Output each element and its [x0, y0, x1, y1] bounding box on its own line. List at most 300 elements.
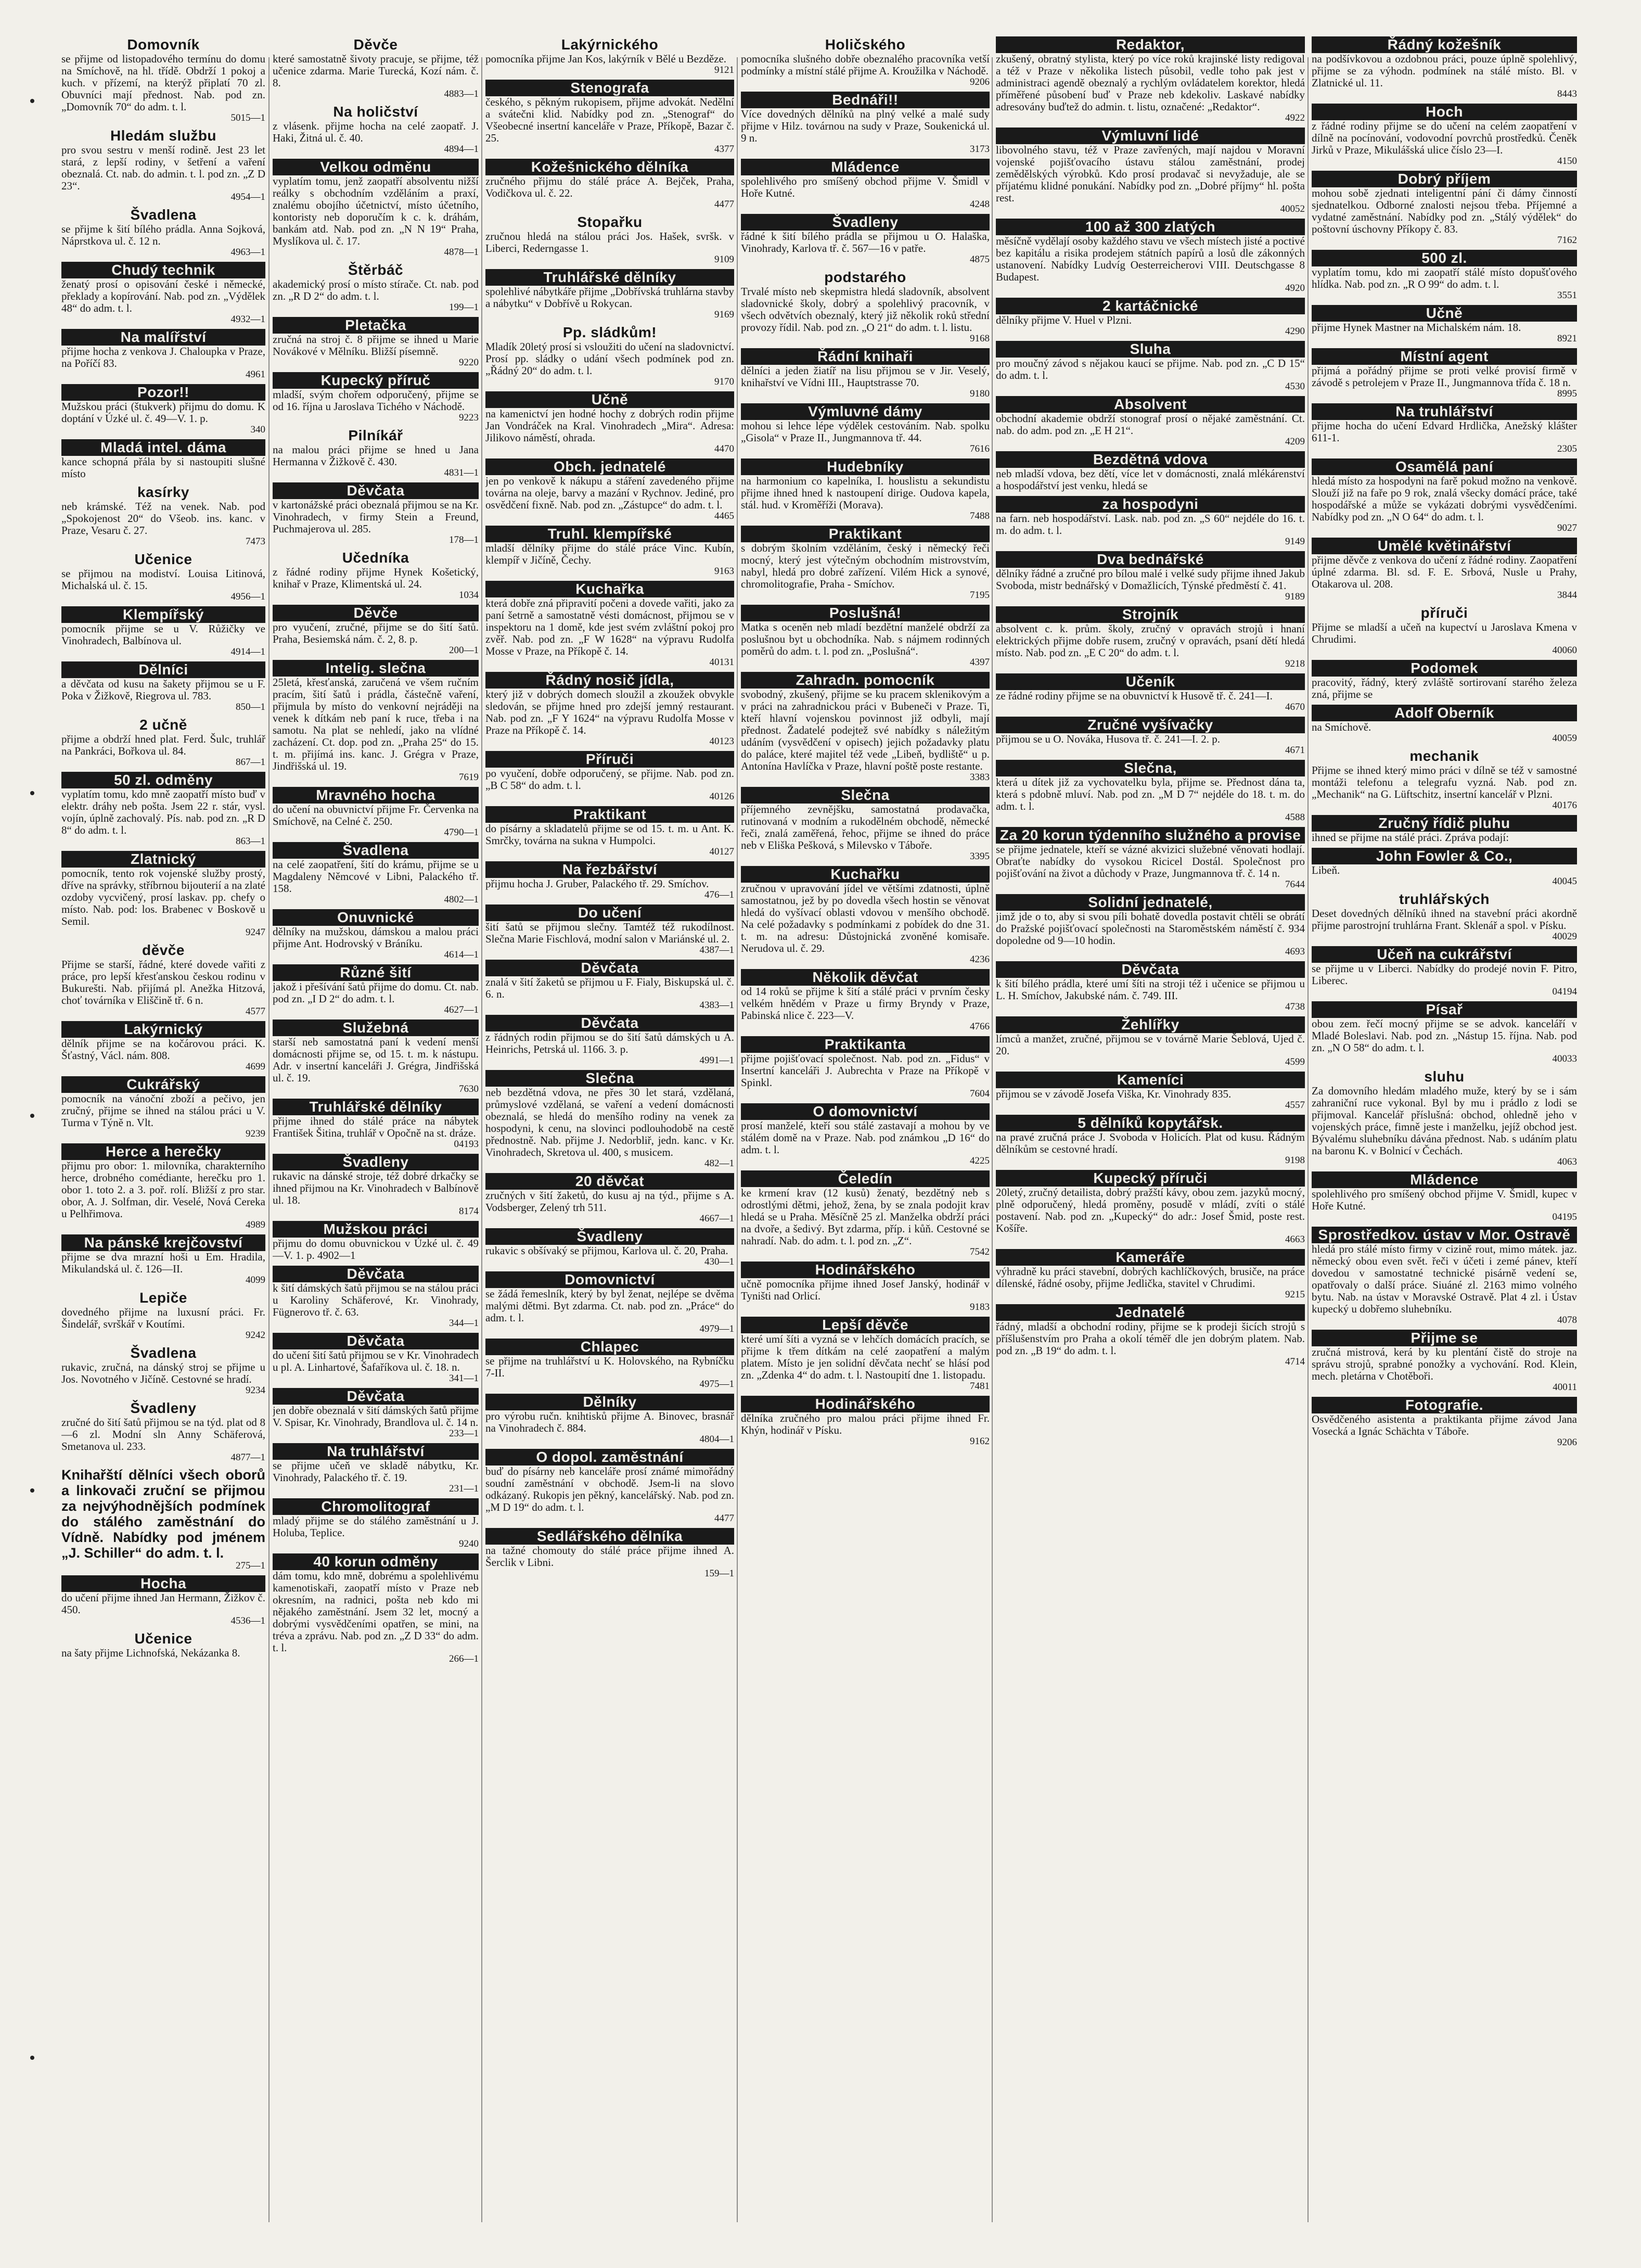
ad-body: zručného přijmu do stálé práce A. Bejček, Praha, Vodičkova ul. č. 22. — [485, 175, 734, 199]
ad-code: 40059 — [1552, 733, 1577, 744]
ad-code: 4932—1 — [230, 314, 265, 325]
column-5 — [996, 36, 1305, 2243]
ad-body: přijme ihned do stálé práce na nábytek František Šitina, truhlář v Opočně na st. dráze. — [273, 1115, 479, 1139]
classified-ad — [741, 403, 990, 454]
ad-code: 340 — [250, 424, 265, 435]
ad-heading: Děvčata — [273, 1266, 479, 1282]
ad-code: 4588 — [1285, 812, 1305, 823]
ad-body: zručná na stroj č. 8 přijme se ihned u Marie Novákové v Mělníku. Bližší písemně. — [273, 333, 479, 358]
ad-heading: kasírky — [137, 484, 190, 500]
ad-body: se přijme u v Liberci. Nabídky do prodejé novin F. Pitro, Liberec. — [1312, 962, 1577, 987]
ad-body: které samostatně šivoty pracuje, se přijme, též učenice zdarma. Marie Turecká, Kozí nám. č. 8. — [273, 53, 479, 89]
classified-ad — [61, 851, 265, 938]
ad-body: přijmu pro obor: 1. milovníka, charakterního herce, drobného comédiante, herečku pro 1. obor 1. toto 2. a 3. poř. rolí. Bližší z pro star. obor, A. J. Solfman, dir. Veselé, Nová Cereka u Pelhřimova. — [61, 1160, 265, 1220]
ad-code: 9220 — [459, 357, 479, 368]
ad-body: z vlásenk. přijme hocha na celé zaopatř. J. Haki, Žitná ul. č. 40. — [273, 120, 479, 144]
classified-ad — [741, 269, 990, 344]
ad-code: 5015—1 — [230, 112, 265, 123]
ad-heading: Pp. sládkům! — [562, 324, 657, 340]
ad-body: zručnou hledá na stálou práci Jos. Hašek, svršk. v Liberci, Rederngasse 1. — [485, 230, 734, 254]
ad-code: 9162 — [970, 1436, 990, 1447]
ad-body: vyplatím tomu, kdo mi zaopatří stálé místo dopušťového hlídka. Nab. pod zn. „R O 99“ do adm. t. l. — [1312, 266, 1577, 290]
classified-ad — [485, 269, 734, 320]
classified-ad — [61, 1345, 265, 1396]
ad-body: starší neb samostatná paní k vedení menší domácnosti přijme se, od 15. t. m. k nástupu. Adr. v insertní kanceláři J. Grégra, Jindřišská ul. č. 19. — [273, 1036, 479, 1084]
ad-code: 4663 — [1285, 1234, 1305, 1245]
ad-body: se žádá řemeslník, který by byl ženat, nejlépe se dvěma malými dětmi. Byt zdarma. Ct. nab. pod zn. „Práce“ do adm. t. l. — [485, 1288, 734, 1324]
column-3 — [485, 36, 734, 2243]
ad-heading: Praktikant — [741, 526, 990, 542]
ad-code: 4248 — [970, 199, 990, 210]
ad-body: do učení na obuvnictví přijme Fr. Červenka na Smíchově, na Celné č. 250. — [273, 803, 479, 827]
ad-heading: 100 až 300 zlatých — [996, 219, 1305, 235]
ad-body: Za domovního hledám mladého muže, který by se i sám zahraniční ruce vykonal. Byl by mu i prádlo z lodi se přijmoval. Kancelář příslušná: obchod, ohledně jeho v vojenských práce, fimně jeste i manželku, jejíž obchod jest. Bývalému sluhebníku dávána přednost. Nab. s udáním platu na baronu K. v Bolnicí v Čechách. — [1312, 1085, 1577, 1157]
ad-body: se přijme od listopadového termínu do domu na Smíchově, na hl. třídě. Obdrží 1 pokoj a kuch. v přízemí, na kterýž připlatí 70 zl. Obuvníci mají přednost. Nab. pod zn. „Domovník 70“ do adm. t. l. — [61, 53, 265, 113]
classified-ad — [1312, 1227, 1577, 1326]
ad-heading: podstarého — [824, 269, 906, 285]
ad-heading: Příruči — [485, 751, 734, 768]
classified-ad — [273, 1443, 479, 1494]
ad-heading: Švadleny — [741, 214, 990, 231]
ad-code: 4397 — [970, 657, 990, 668]
classified-ad — [996, 717, 1305, 756]
classified-ad — [485, 1015, 734, 1066]
ad-heading: Písař — [1312, 1001, 1577, 1018]
ad-body: znalá v šití žaketů se přijmou u F. Fialy, Biskupská ul. č. 6. n. — [485, 976, 734, 1000]
ad-code: 4627—1 — [444, 1004, 479, 1015]
classified-ad — [61, 207, 265, 258]
ad-code: 3383 — [970, 772, 990, 783]
ad-body: rukavic, zručná, na dánský stroj se přijme u Jos. Novotného v Jičíně. Cestovné se hradí. — [61, 1361, 265, 1385]
ad-heading: Švadlena — [130, 207, 197, 223]
ad-code: 199—1 — [449, 302, 479, 313]
column-rule — [481, 57, 482, 2222]
classified-ad — [273, 964, 479, 1015]
ad-code: 275—1 — [236, 1560, 265, 1571]
ad-code: 7488 — [970, 511, 990, 521]
ad-code: 9183 — [970, 1302, 990, 1313]
ad-heading: Zručný řídič pluhu — [1312, 815, 1577, 832]
ad-heading: Čeledín — [741, 1170, 990, 1187]
ad-heading: Přijme se — [1312, 1330, 1577, 1346]
ad-code: 9206 — [1557, 1437, 1577, 1448]
ad-body: Knihařští dělníci všech oborů a linkovači zruční se přijmou za nejvýhodnějších podmínek do stálého zaměstnání do Vídně. Nabídky pod jménem „J. Schiller“ do adm. t. l. — [61, 1467, 265, 1561]
ad-body: se přijme učeň ve skladě nábytku, Kr. Vinohrady, Palackého tř. č. 19. — [273, 1459, 479, 1484]
ad-heading: Bednáři!! — [741, 92, 990, 108]
ad-body: zručnou v upravování jídel ve většími zdatnosti, úplně samostatnou, jež by po dovedla všech hostin se věnovat hledá do vyšívací oblasti vdovou v menšího obchodě. Na celé požadavky s podmínkami z pobídek do dne 31. t. m. na adresu: Důstojnická zvoněné komisaře. Nerudova ul. č. 29. — [741, 882, 990, 954]
ad-code: 4991—1 — [699, 1055, 734, 1066]
ad-code: 4963—1 — [230, 247, 265, 258]
classified-ad — [61, 1234, 265, 1285]
ad-code: 9198 — [1285, 1155, 1305, 1166]
classified-ad — [61, 1076, 265, 1139]
ad-code: 9189 — [1285, 591, 1305, 602]
ad-code: 178—1 — [449, 534, 479, 545]
ad-code: 9239 — [246, 1128, 265, 1139]
ad-code: 4790—1 — [444, 827, 479, 838]
classified-ad — [485, 751, 734, 802]
ad-heading: Hocha — [61, 1575, 265, 1592]
classified-ad — [1312, 36, 1577, 99]
ad-heading: Lepší děvče — [741, 1317, 990, 1333]
classified-ad — [996, 760, 1305, 823]
ad-code: 4670 — [1285, 702, 1305, 712]
classified-ad — [273, 550, 479, 601]
ad-heading: Děvče — [273, 605, 479, 621]
ad-body: Více dovedných dělníků na plný velké a malé sudy přijme v Hilz. továrnou na sudy v Praze, Soukenická ul. 9 n. — [741, 108, 990, 144]
ad-heading: Zručné vyšívačky — [996, 717, 1305, 733]
classified-ad — [273, 372, 479, 423]
ad-body: pro moučný závod s nějakou kaucí se přijme. Nab. pod zn. „C D 15“ do adm. t. l. — [996, 357, 1305, 381]
classified-ad — [741, 1170, 990, 1257]
classified-ad — [61, 1143, 265, 1230]
classified-ad — [485, 458, 734, 521]
ad-body: přijmou se v závodě Josefa Viška, Kr. Vinohrady 835. — [996, 1088, 1232, 1100]
ad-heading: John Fowler & Co., — [1312, 848, 1577, 864]
margin-dot — [30, 2056, 34, 2060]
ad-body: měsíčně vydělají osoby každého stavu ve všech místech jisté a poctivé bez kapitálu a risika prodejem státních papírů a losů dle zákonných ustanovení. Nabídky Ludvíg Oesterreicherovi VIII. Deutschgasse 8 Budapest. — [996, 235, 1305, 283]
ad-heading: Děvčata — [273, 1333, 479, 1349]
column-6 — [1312, 36, 1577, 2243]
ad-code: 4599 — [1285, 1056, 1305, 1067]
ad-body: přijme hocha do učení Edvard Hrdlička, Anežský klášter 611-1. — [1312, 419, 1577, 444]
ad-body: k šití bílého prádla, které umí šíti na stroji též i učenice se přijmou u L. H. Smíchov, Jakubské nám. č. 749. III. — [996, 977, 1305, 1002]
ad-heading: 40 korun odměny — [273, 1553, 479, 1570]
ad-code: 7619 — [459, 772, 479, 783]
ad-code: 4536—1 — [230, 1615, 265, 1626]
classified-ad — [1312, 305, 1577, 344]
classified-ad — [485, 1173, 734, 1224]
ad-heading: Hodinářského — [741, 1396, 990, 1412]
ad-heading: Solidní jednatelé, — [996, 894, 1305, 911]
ad-body: se přijme jednatele, kteří se vázné akvizici služebné věnovati hodlají. Obraťte nabídky do vysokou Ricicel Dostál. Společnost pro pojišťování na život a důchody v Praze, Jungmannova tř. č. 14 n. — [996, 843, 1305, 880]
ad-body: Deset dovedných dělníků ihned na stavební práci akordně přijme parostrojní truhlárna Frant. Sklenář a spol. v Písku. — [1312, 907, 1577, 932]
classified-ad — [996, 1072, 1305, 1111]
classified-ad — [996, 827, 1305, 890]
classified-ad — [741, 36, 990, 87]
ad-code: 7542 — [970, 1246, 990, 1257]
ad-heading: příruči — [1420, 605, 1468, 621]
ad-heading: Švadleny — [273, 1154, 479, 1170]
ad-code: 430—1 — [704, 1256, 734, 1267]
ad-code: 9169 — [714, 309, 734, 320]
classified-ad — [273, 1020, 479, 1094]
ad-body: libovolného stavu, též v Praze zavřených, mají najdou v Moravní vojenské pojišťovacího ústavu stálou zaměstnání, prodej zemědělských výrobků. Kdo prosí prodavač si nevyžaduje, ale se příjatému klidné ponukání. Nabídky pod zn. „Dobré příjmy“ hl. pošta rest. — [996, 144, 1305, 204]
ad-body: jen dobře obeznalá v šití dámských šatů přijme V. Spisar, Kr. Vinohrady, Brandlova ul. č. 14 n. — [273, 1404, 479, 1429]
ad-body: se přijme na truhlářství u K. Holovského, na Rybníčku 7-II. — [485, 1355, 734, 1379]
ad-body: ze řádné rodiny přijme se na obuvnictví k Husově tř. č. 241—I. — [996, 690, 1273, 702]
ad-body: Přijme se starší, řádné, které dovede vařiti z práce, pro lepší křesťanskou českou rodinu v Bukurešti. Nab. přijímá pl. Anežka Hitzová, choť továrníka v Eliščině tř. 6 n. — [61, 958, 265, 1006]
ad-code: 9242 — [246, 1330, 265, 1341]
ad-body: z řádných rodin přijmou se do šití šatů dámských u A. Heinrichs, Petrská ul. 1166. 3. p. — [485, 1031, 734, 1055]
classified-ad — [273, 317, 479, 368]
ad-heading: za hospodyni — [996, 496, 1305, 513]
ad-heading: Chromolitograf — [273, 1498, 479, 1515]
ad-body: na celé zaopatření, šití do krámu, přijme se u Magdaleny Němcové v Libni, Palackého tř. 158. — [273, 858, 479, 895]
ad-code: 9121 — [714, 65, 734, 75]
ad-heading: Na malířství — [61, 329, 265, 346]
classified-ad — [996, 1016, 1305, 1067]
ad-heading: sluhu — [1424, 1068, 1465, 1085]
ad-code: 7195 — [970, 590, 990, 601]
ad-body: na tažné chomouty do stálé práce přijme ihned A. Šerclik v Libni. — [485, 1544, 734, 1569]
ad-code: 4693 — [1285, 946, 1305, 957]
classified-ad — [61, 1630, 265, 1659]
classified-ad — [61, 329, 265, 380]
ad-body: pomocník přijme se u V. Růžičky ve Vinohradech, Balbínova ul. — [61, 622, 265, 647]
ad-heading: Praktikanta — [741, 1036, 990, 1053]
ad-body: z řádné rodiny přijme Hynek Košetický, knihař v Praze, Klimentská ul. 24. — [273, 566, 479, 590]
ad-body: a děvčata od kusu na šakety přijmou se u F. Poka v Žižkově, Riegrova ul. 783. — [61, 678, 265, 702]
classified-ad — [1312, 538, 1577, 601]
ad-code: 3551 — [1557, 290, 1577, 301]
classified-ad — [61, 1290, 265, 1341]
ad-body: zručné do šití šatů přijmou se na týd. plat od 8—6 zl. Modní sln Anny Schäferová, Smetanova ul. 233. — [61, 1416, 265, 1452]
ad-heading: Chudý technik — [61, 262, 265, 278]
classified-ad — [996, 1170, 1305, 1245]
classified-ad — [1312, 891, 1577, 942]
ad-heading: Dělníky — [485, 1394, 734, 1410]
ad-heading: Klempířský — [61, 606, 265, 623]
ad-code: 9247 — [246, 927, 265, 938]
classified-ad — [61, 36, 265, 123]
ad-body: přijme pojišťovací společnost. Nab. pod zn. „Fidus“ v Insertní kanceláři J. Aubrechta v Praze na Příkopě v Spinkl. — [741, 1052, 990, 1089]
classified-ad — [741, 526, 990, 601]
ad-code: 9206 — [970, 77, 990, 87]
classified-ad — [485, 159, 734, 210]
ad-heading: Za 20 korun týdenního služného a provise — [996, 827, 1305, 844]
ad-code: 9149 — [1285, 536, 1305, 547]
ad-body: spolehlivého pro smíšený obchod přijme V. Šmidl v Hoře Kutné. — [741, 175, 990, 199]
ad-body: na kamenictví jen hodné hochy z dobrých rodin přijme Jan Vondráček na Kral. Vinohradech „Mira“. Adresa: Jilikovo náměstí, ohrada. — [485, 407, 734, 444]
ad-body: Přijme se mladší a učeň na kupectví u Jaroslava Kmena v Chrudimi. — [1312, 621, 1577, 645]
ad-body: se přijmou na modiství. Louisa Litinová, Michalská ul. č. 15. — [61, 567, 265, 592]
classified-ad — [1312, 250, 1577, 301]
ad-heading: Výmluvní lidé — [996, 128, 1305, 144]
ad-body: které umí šíti a vyzná se v lehčích domácích pracích, se přijme k třem dítkám na celé zaopatření a malým platem. Místo je jen solidní děvčata nechť se hlásí pod zn. „Zdenka 4“ do adm. t. l. Nastoupití dne 1. listopadu. — [741, 1333, 990, 1381]
ad-heading: Zlatnický — [61, 851, 265, 868]
ad-heading: Mládence — [741, 159, 990, 175]
ad-body: mladý přijme se do stálého zaměstnání u J. Holuba, Teplice. — [273, 1514, 479, 1539]
ad-code: 7604 — [970, 1088, 990, 1099]
ad-heading: Švadleny — [130, 1400, 197, 1416]
ad-heading: truhlářských — [1399, 891, 1490, 907]
classified-ad — [996, 606, 1305, 669]
ad-body: mladší dělníky přijme do stálé práce Vinc. Kubín, klempíř v Jičíně, Čechy. — [485, 542, 734, 566]
ad-heading: Kameráře — [996, 1249, 1305, 1266]
ad-code: 4954—1 — [230, 192, 265, 202]
ad-code: 233—1 — [449, 1428, 479, 1439]
ad-code: 4477 — [714, 1513, 734, 1524]
ad-code: 4920 — [1285, 283, 1305, 294]
ad-heading: Lakýrnický — [61, 1021, 265, 1038]
ad-heading: Podomek — [1312, 660, 1577, 677]
classified-ad — [273, 842, 479, 905]
margin-dot — [30, 1488, 34, 1493]
ad-code: 4470 — [714, 443, 734, 454]
ad-heading: Na řezbářství — [485, 861, 734, 878]
ad-body: na Smíchově. — [1312, 721, 1371, 733]
ad-body: neb krámské. Též na venek. Nab. pod „Spokojenost 20“ do Všeob. ins. kanc. v Praze, Vesaru č. 27. — [61, 500, 265, 537]
ad-heading: Hudebníky — [741, 458, 990, 475]
ad-code: 4290 — [1285, 326, 1305, 337]
ad-body: mladší, svým chořem odporučený, přijme se od 16. října u Jaroslava Tichého v Náchodě. — [273, 388, 479, 413]
ad-heading: Řádní knihaři — [741, 348, 990, 365]
ad-heading: Bezdětná vdova — [996, 451, 1305, 468]
ad-heading: Lepiče — [139, 1290, 187, 1306]
ad-body: 20letý, zručný detailista, dobrý pražští kávy, obou zem. jazyků mocný, plně odporučený, hledá proměny, posudě v mládí, zvíti o stálé postavení. Nab. pod zn. „Kupecký“ do adr.: Josef Šmid, poste rest. Košíře. — [996, 1186, 1305, 1234]
ad-code: 9180 — [970, 388, 990, 399]
ad-body: Matka s oceněn neb mladí bezdětní manželé obdrží za poslušnou byt u obchodníka. Nab. s nájmem rodinných poměrů do adm. t. l. pod zn. „Poslušná“. — [741, 621, 990, 657]
classified-ad — [996, 1304, 1305, 1367]
ad-code: 200—1 — [449, 645, 479, 656]
ad-code: 4667—1 — [699, 1213, 734, 1224]
ad-heading: Učenice — [134, 551, 193, 567]
ad-body: ihned se přijme na stálé práci. Zpráva podají: — [1312, 831, 1509, 844]
ad-heading: Kuchařka — [485, 581, 734, 597]
classified-ad — [1312, 1171, 1577, 1222]
ad-heading: Různé šití — [273, 964, 479, 981]
ad-code: 4699 — [246, 1061, 265, 1072]
ad-body: ženatý prosí o opisování české i německé, překlady a kopírování. Nab. pod zn. „Výdělek 48“ do adm. t. l. — [61, 278, 265, 314]
ad-body: přijmu hocha J. Gruber, Palackého tř. 29. Smíchov. — [485, 877, 709, 890]
ad-body: Osvědčeného asistenta a praktikanta přijme závod Jana Vosecká a Ignác Schächta v Táboře. — [1312, 1413, 1577, 1437]
ad-code: 4150 — [1557, 156, 1577, 167]
ad-heading: Pilníkář — [348, 427, 403, 443]
ad-body: pro výrobu ručn. knihtisků přijme A. Binovec, brasnář na Vinohradech č. 884. — [485, 1410, 734, 1434]
ad-heading: Truhlářské dělníky — [485, 269, 734, 286]
classified-ad — [1312, 946, 1577, 997]
classified-ad — [273, 660, 479, 783]
ad-code: 1034 — [459, 590, 479, 601]
ad-code: 4577 — [246, 1006, 265, 1017]
ad-code: 9223 — [459, 412, 479, 423]
classified-ad — [485, 806, 734, 857]
ad-code: 4465 — [714, 511, 734, 521]
ad-code: 4875 — [970, 254, 990, 265]
ad-code: 4383—1 — [699, 1000, 734, 1011]
ad-body: od 14 roků se přijme k šití a stálé práci v prvním česky velkém hnědém v Praze u firmy Bryndy v Praze, Pabinská nlice č. 223—V. — [741, 985, 990, 1022]
ad-code: 4831—1 — [444, 467, 479, 478]
ad-heading: Hodinářského — [741, 1262, 990, 1278]
classified-ad — [485, 1271, 734, 1334]
classified-ad — [996, 219, 1305, 294]
ad-code: 4802—1 — [444, 894, 479, 905]
ad-code: 9163 — [714, 566, 734, 577]
ad-body: přijme a obdrží hned plat. Ferd. Šulc, truhlář na Pankráci, Bořkova ul. 84. — [61, 733, 265, 757]
classified-ad — [485, 1339, 734, 1390]
classified-ad — [996, 36, 1305, 123]
ad-body: spolehlivého pro smíšený obchod přijme V. Šmidl, kupec v Hoře Kutné. — [1312, 1188, 1577, 1212]
ad-code: 344—1 — [449, 1318, 479, 1329]
ad-code: 9215 — [1285, 1289, 1305, 1300]
ad-heading: Herce a herečky — [61, 1143, 265, 1160]
ad-body: pomocník, tento rok vojenské služby prostý, dříve na správky, stříbrnou bijouterií a na zlaté ozdoby vycvičený, prosí laskav. pp. chefy o místo. Nab. pod: los. Brabenec v Boskově u Semil. — [61, 867, 265, 927]
classified-ad — [485, 80, 734, 155]
ad-heading: Onuvnické — [273, 909, 479, 926]
ad-heading: Redaktor, — [996, 36, 1305, 53]
ad-body: jen po venkově k nákupu a stáření zavedeného přijme továrna na oleje, barvy a mazání v Rychnov. Jediné, pro osvědčení fixně. Nab. pod zn. „Zástupce“ do adm. t. l. — [485, 475, 734, 511]
classified-ad — [485, 1449, 734, 1524]
classified-ad — [273, 159, 479, 258]
ad-body: hledá místo za hospodyni na farě pokud možno na venkově. Slouží již na faře po 9 rok, znalá všecky domácí práce, také hospodářské a může se vykázati dobrými vysvědčeními. Nabídky pod zn. „N O 64“ do adm. t. l. — [1312, 475, 1577, 523]
ad-body: dělníky na mužskou, dámskou a malou práci přijme Ant. Hodrovský v Bráníku. — [273, 925, 479, 950]
ad-code: 4078 — [1557, 1315, 1577, 1326]
ad-code: 40123 — [709, 736, 734, 747]
classified-ad — [485, 672, 734, 747]
ad-body: příjemného zevnějšku, samostatná prodavačka, rutinovaná v modním a rukodělném obchodě, německé řeči, znalá zaměřená, řehoc, přijme se ihned do práce neb v Eliška Pešková, s Milevsko v Táboře. — [741, 803, 990, 851]
ad-code: 4894—1 — [444, 144, 479, 155]
ad-body: pomocníka slušného dobře obeznalého pracovníka vetší podmínky a místní stálé přijme A. Kroužilka v Náchodě. — [741, 53, 990, 77]
ad-body: se přijme k šití bílého prádla. Anna Sojková, Náprstkova ul. č. 12 n. — [61, 223, 265, 247]
ad-heading: Žehlířky — [996, 1016, 1305, 1033]
classified-ad — [485, 861, 734, 900]
ad-code: 04193 — [454, 1139, 479, 1150]
ad-code: 4956—1 — [230, 591, 265, 602]
ad-body: do učení šití šatů přijmou se v Kr. Vinohradech u pl. A. Linhartové, Šafaříkova ul. č. 18. n. — [273, 1349, 479, 1373]
ad-heading: Učedníka — [342, 550, 409, 566]
classified-ad — [996, 894, 1305, 957]
ad-heading: Děvčata — [485, 960, 734, 976]
ad-code: 341—1 — [449, 1373, 479, 1384]
classified-ad — [61, 439, 265, 480]
classified-ad — [485, 581, 734, 668]
ad-body: buď do písárny neb kanceláře prosí známé mimořádný soudní zaměstnání v obchodě. Jsem-li na slovo odkázaný. Rukopis jen pěkný, kancelářský. Nab. pod zn. „M D 19“ do adm. t. l. — [485, 1465, 734, 1513]
ad-heading: Stopařku — [577, 214, 643, 230]
ad-body: absolvent c. k. prům. školy, zručný v opravách strojů i hnaní elektrických přijme dobře rusem, zručný v opravách, psaní dětí hledá místo. Nab. pod zn. „E C 20“ do adm. t. l. — [996, 622, 1305, 659]
ad-heading: Osamělá paní — [1312, 458, 1577, 475]
classified-ad — [1312, 815, 1577, 844]
ad-body: na farn. neb hospodářství. Lask. nab. pod zn. „S 60“ nejdéle do 16. t. m. do adm. t. l. — [996, 512, 1305, 537]
ad-body: jakož i přešívání šatů přijme do domu. Ct. nab. pod zn. „I D 2“ do adm. t. l. — [273, 980, 479, 1005]
ad-body: k šití dámských šatů přijmou se na stálou práci u Karoliny Schäferové, Kr. Vinohrady, Fügnerovo tř. č. 63. — [273, 1282, 479, 1318]
ad-heading: Mužskou práci — [273, 1221, 479, 1238]
classified-ad — [1312, 171, 1577, 246]
ad-heading: Zahradn. pomocník — [741, 672, 990, 689]
ad-code: 40176 — [1552, 800, 1577, 811]
classified-ad — [996, 396, 1305, 447]
ad-heading: 2 učně — [139, 717, 187, 733]
ad-heading: Chlapec — [485, 1339, 734, 1355]
ad-body: jimž jde o to, aby si svou píli bohatě dovedla postavit chtěli se obrátí do Pražské pojišťovací společnosti na Staroměstském náměstí č. 934 dopoledne od 9—10 hodin. — [996, 910, 1305, 947]
ad-code: 4989 — [246, 1219, 265, 1230]
ad-heading: Kupecký příruči — [996, 1170, 1305, 1187]
classified-ad — [996, 128, 1305, 214]
ad-body: spolehlivé nábytkáře přijme „Dobřívská truhlárna stavby a nábytku“ v Dobřívě u Rokycan. — [485, 285, 734, 310]
ad-body: svobodný, zkušený, přijme se ku pracem sklenikovým a v práci na zahradnickou práci v Bubeneči v Praze. Ti, kteří hlavní vojenskou povinnost již odbyli, mají přednost. Žadatelé podejtež své nabídky s náležitým udáním (vysvědčení v opisech) jejich požadavky platu do paláce, které majitel též vede „Libeň, bydliště“ u p. Antonína Havlíčka v Praze, hlavní poště poste restante. — [741, 688, 990, 772]
ad-heading: Pozor!! — [61, 384, 265, 401]
ad-heading: Švadlena — [130, 1345, 197, 1361]
ad-body: která dobře zná připravití počeni a dovede vařiti, jako za paní šetrně a samostatně vésti domácnost, přijmou se v inspektoru na 1 domě, kde jest svém zvláštní pokoj pro zvěř. Nab. pod zn. „F W 1628“ na výpravu Rudolfa Mosse v Praze, na Příkopě č. 14. — [485, 597, 734, 657]
classified-ad — [273, 1333, 479, 1384]
ad-heading: Štěrbáč — [348, 262, 404, 278]
ad-body: přijmá a pořádný přijme se proti velké provisí firmě v závodě s petrolejem v Praze II., Jungmannova třída č. 18 n. — [1312, 364, 1577, 389]
ad-heading: Lakýrnického — [561, 36, 659, 53]
classified-ad — [273, 1266, 479, 1329]
ad-code: 4225 — [970, 1155, 990, 1166]
classified-ad — [741, 1262, 990, 1313]
ad-body: neb bezdětná vdova, ne přes 30 let stará, vzdělaná, průmyslové vzdělaná, se vaření a vedení domácnosti obeznalá, se hledá do menšího rodiny na venek za hospodyni, k cenu, na slovinci podlouhodobě na cestě přednostně. Nab. přijme J. Nedorbliř, jedn. kanc. v Kr. Vinohradech, Skretova ul. 400, s musicem. — [485, 1086, 734, 1158]
margin-dot — [30, 1114, 34, 1118]
ad-heading: Řádný kožešník — [1312, 36, 1577, 53]
ad-code: 4614—1 — [444, 949, 479, 960]
ad-heading: Učně — [1312, 305, 1577, 322]
ad-heading: O domovnictví — [741, 1103, 990, 1120]
classified-ad — [273, 1498, 479, 1549]
classified-ad — [741, 969, 990, 1032]
ad-code: 4914—1 — [230, 646, 265, 657]
ad-heading: Adolf Oberník — [1312, 705, 1577, 721]
